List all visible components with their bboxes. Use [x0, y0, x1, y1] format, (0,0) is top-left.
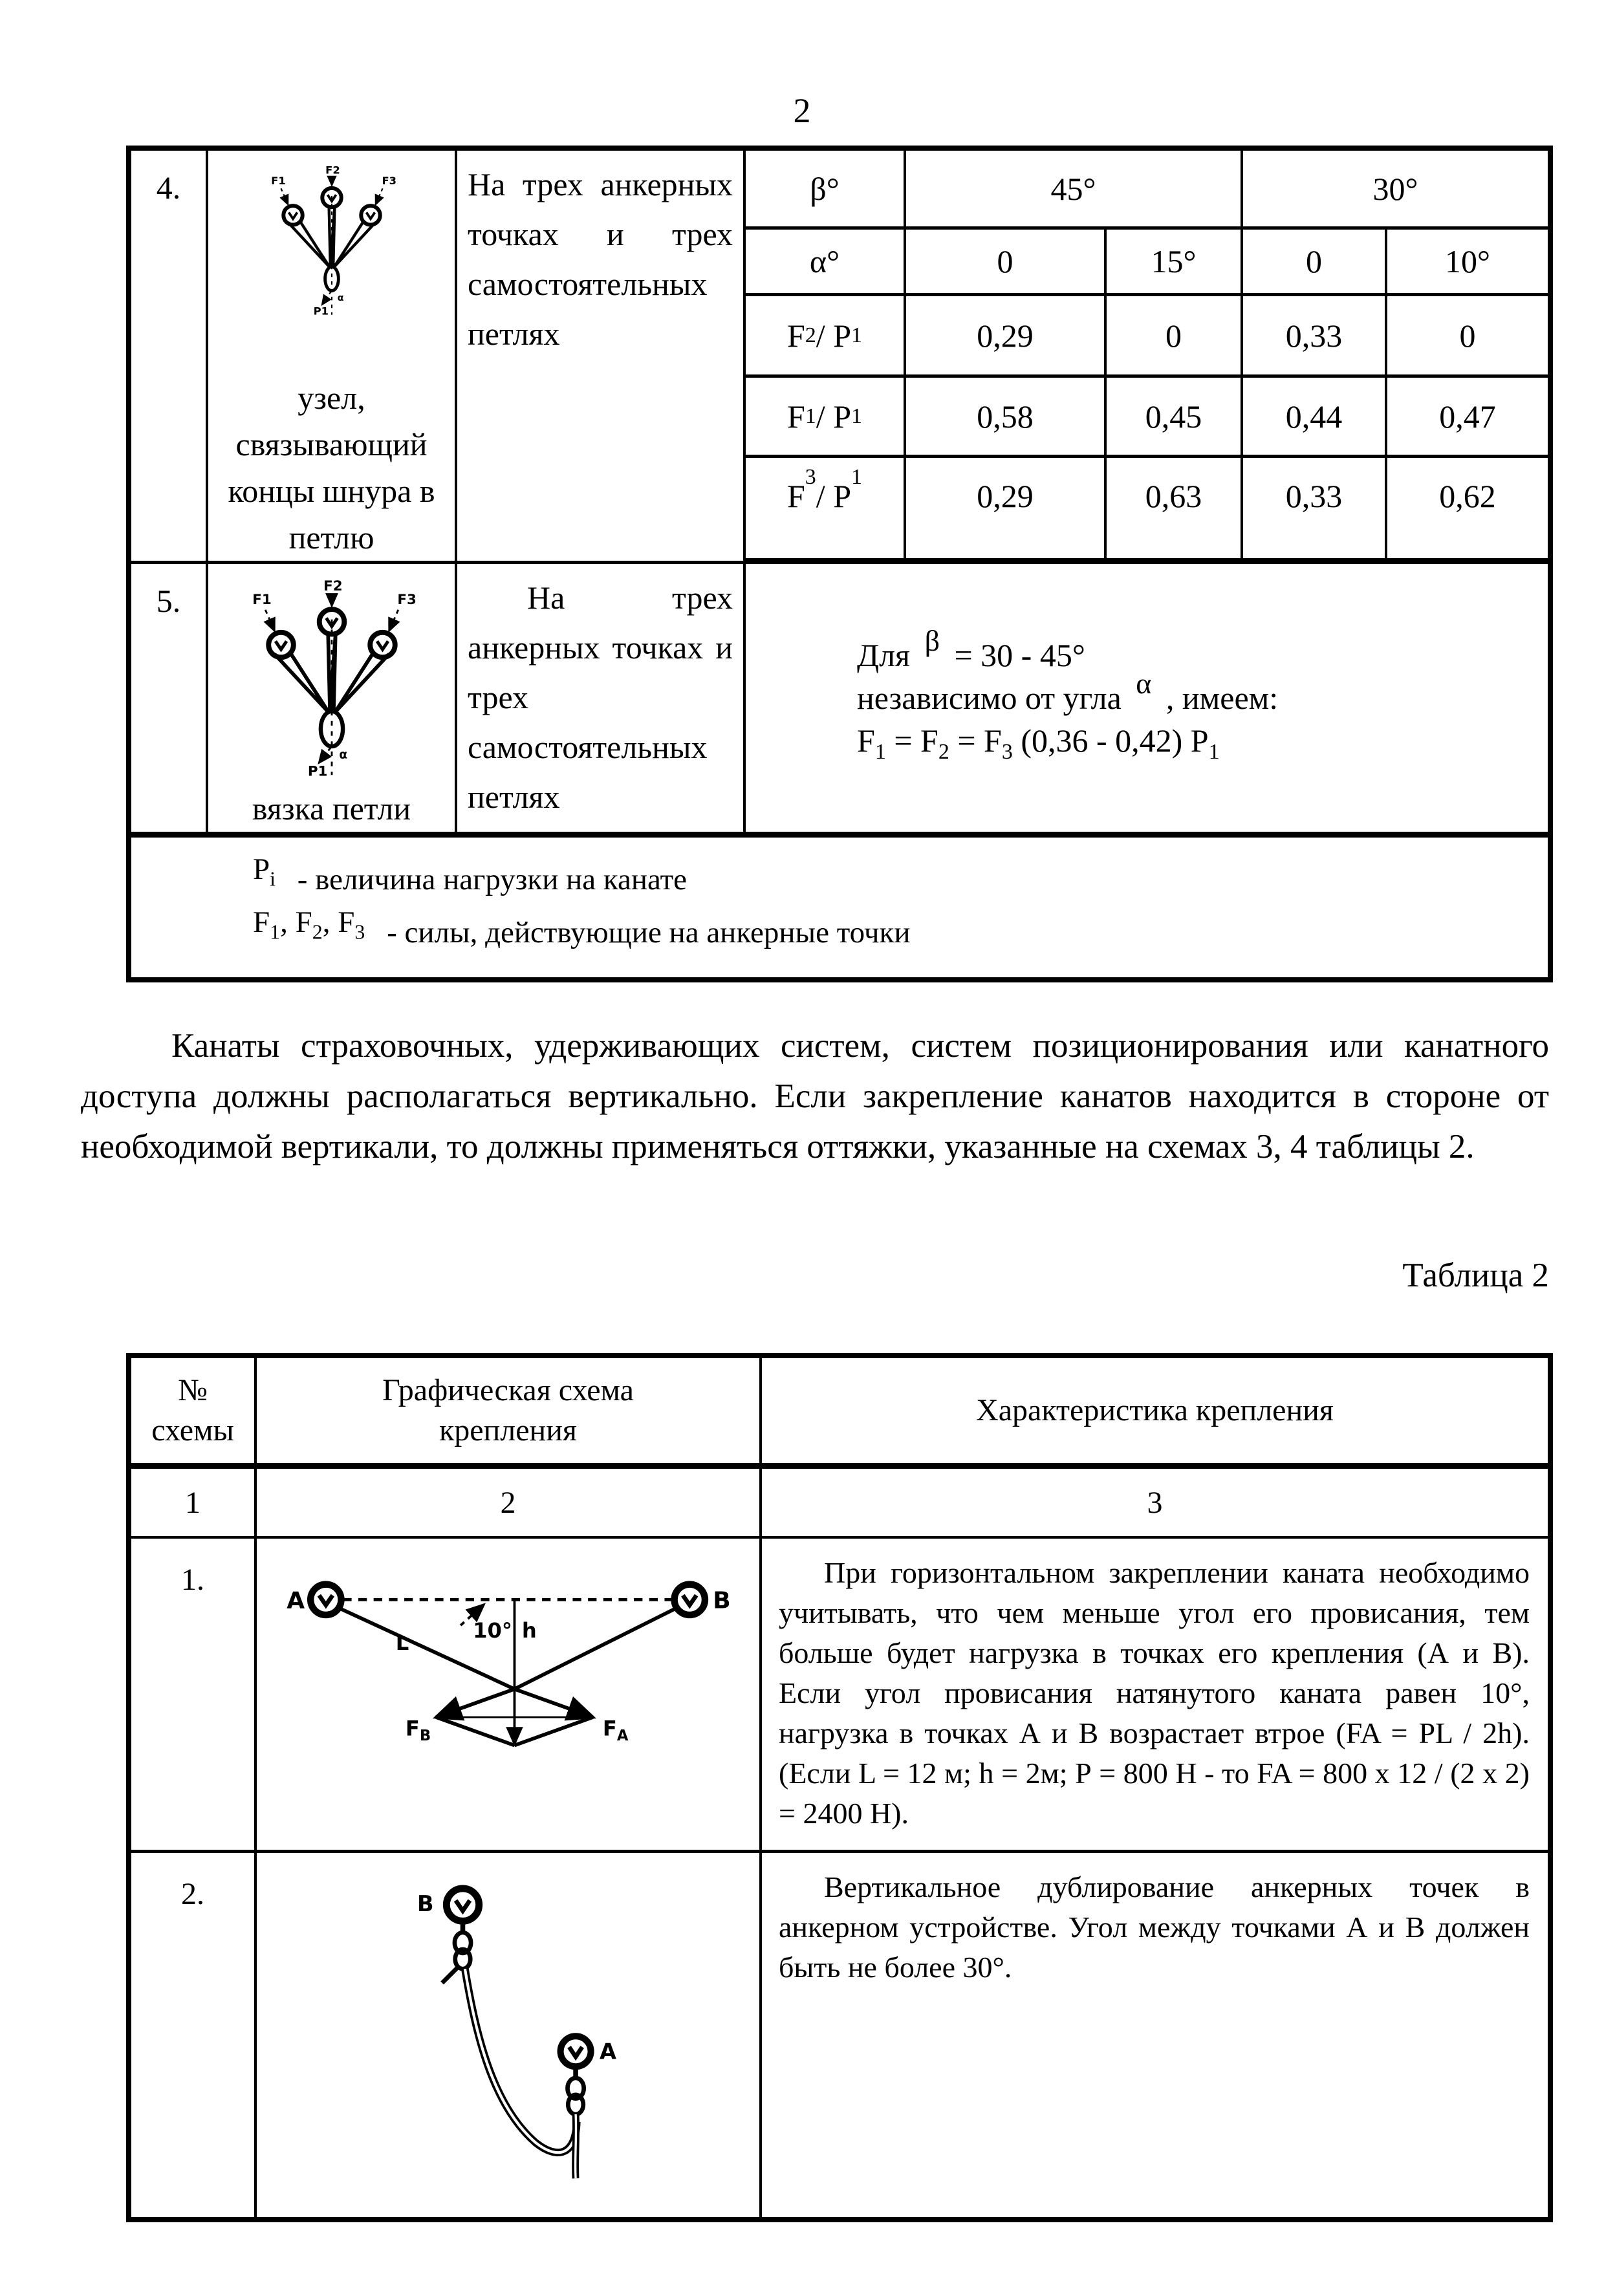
ratio-f1p1-v4: 0,47: [1387, 378, 1548, 458]
table2-title: Таблица 2: [1402, 1257, 1549, 1294]
ratio-f1p1-label: F 1 / P 1: [746, 378, 906, 458]
formula-line-3: $F_1 = F_2 = F_3$ (0,36 - 0,42) $P_1$: [857, 722, 1220, 764]
row1-text-cell: [762, 1539, 1548, 1853]
length-l-label: L: [395, 1630, 409, 1655]
f3-arrow: [389, 610, 398, 631]
tied-loop: [320, 711, 342, 746]
rope-attachment-table: [126, 1353, 1553, 2222]
rope-center: [329, 208, 334, 267]
symbol-f123-definition: - силы, действующие на анкерные точки: [387, 916, 911, 949]
knot-a: [567, 2078, 583, 2114]
point-a-label: A: [286, 1587, 305, 1614]
rope-left: [274, 651, 328, 712]
row2-characteristic-text: Вертикальное дублирование анкерных точек в анкерном устройстве. Угол между точками А и В должен быть не более 30°.: [779, 1870, 1530, 1984]
scheme-4-number-label: 4.: [156, 169, 181, 206]
body-paragraph: Канаты страховочных, удерживающих систем, систем позиционирования или канатного доступа должны располагаться вертикально. Если закрепление канатов находится в стороне от необходимой вертикали, то должны применяться оттяжки, указанные на схемах 3, 4 таблицы 2.: [81, 1027, 1549, 1165]
scheme-4-number: [131, 151, 208, 564]
symbol-pi-definition: - величина нагрузки на канате: [297, 863, 688, 896]
alpha-v3: 0: [1243, 230, 1387, 296]
footnote-p-definition: [253, 852, 688, 898]
anchor-ring-b: [446, 1889, 479, 1921]
header-graphic-scheme-line2: крепления: [439, 1413, 578, 1447]
alpha-v2: 15°: [1107, 230, 1243, 296]
force-f1-label: F1: [270, 174, 286, 187]
force-fb-label: $F_B$: [405, 1716, 431, 1745]
header-scheme-number-line1: №: [178, 1373, 208, 1407]
header-scheme-number-line2: схемы: [151, 1413, 234, 1447]
scheme-4-caption: узел, связывающий концы шнура в петлю: [228, 380, 435, 556]
header-graphic-scheme-line1: Графическая схема: [382, 1373, 634, 1407]
alpha-angle-label: α: [337, 292, 343, 303]
header-graphic-scheme: [257, 1358, 762, 1469]
rhombus-edge-left: [436, 1717, 514, 1746]
symbol-pi: $P_i$: [253, 852, 276, 891]
scheme-5-formula-cell: [746, 564, 1548, 838]
rope-left: [288, 220, 329, 266]
scheme-5-caption: вязка петли: [252, 790, 411, 827]
f1-arrow: [281, 188, 288, 204]
knot-loop: [325, 266, 338, 290]
scheme-4-diagram-cell: [208, 151, 457, 564]
ratio-f1p1-v2: 0,45: [1107, 378, 1243, 458]
three-anchor-knot-diagram: [225, 162, 439, 318]
force-fa-vector: [514, 1689, 592, 1718]
force-f2-label: F2: [325, 164, 340, 177]
force-f3-label: F3: [396, 592, 417, 609]
ratio-f3p1-v4: 0,62: [1387, 458, 1548, 564]
load-p1-label: P1: [313, 305, 329, 318]
scheme-5-diagram-cell: [208, 564, 457, 838]
point-a-label: A: [599, 2039, 616, 2064]
colnum-2: 2: [257, 1469, 762, 1539]
alpha-v4: 10°: [1387, 230, 1548, 296]
point-b-label: B: [712, 1587, 731, 1614]
force-f2-label: F2: [323, 578, 343, 594]
table1-footnote: [131, 838, 1548, 977]
header-characteristic-text: Характеристика крепления: [976, 1393, 1334, 1427]
scheme-4-description-cell: [457, 151, 746, 564]
row2-text-cell: [762, 1853, 1548, 2217]
alpha-v1: 0: [906, 230, 1107, 296]
ratio-f2p1-v4: 0: [1387, 296, 1548, 378]
page-number: 2: [793, 91, 811, 130]
ratio-f3p1-v2: 0,63: [1107, 458, 1243, 564]
point-b-label: B: [417, 1891, 434, 1917]
vertical-duplication-diagram: [356, 1871, 660, 2186]
ratio-f1p1-v3: 0,44: [1243, 378, 1387, 458]
horizontal-rope-diagram: [276, 1557, 741, 1753]
rope-center: [328, 634, 335, 712]
scheme-5-description: На трех анкерных точках и трех самостоятельных петлях: [468, 579, 733, 815]
rope-right: [334, 651, 388, 712]
rope-from-b: [514, 1608, 676, 1689]
row2-diagram-cell: [257, 1853, 762, 2217]
anchor-schemes-table-continuation: [126, 146, 1553, 982]
ratio-f2p1-v1: 0,29: [906, 296, 1107, 378]
p1-arrow: [321, 292, 331, 305]
force-f3-label: F3: [381, 174, 396, 187]
colnum-1: 1: [131, 1469, 257, 1539]
rope-tail-strand: [575, 2114, 576, 2178]
footnote-f-definition: [253, 905, 911, 951]
row2-number: 2.: [131, 1853, 257, 2217]
ratio-f3p1-label: F 3 / P 1: [746, 458, 906, 564]
colnum-3: 3: [762, 1469, 1548, 1539]
beta-45: 45°: [906, 151, 1243, 230]
ratio-f1p1-v1: 0,58: [906, 378, 1107, 458]
force-f1-label: F1: [252, 592, 272, 609]
alpha-header: α°: [746, 230, 906, 296]
f3-arrow: [375, 188, 382, 204]
beta-header: β°: [746, 151, 906, 230]
ratio-f2p1-v2: 0: [1107, 296, 1243, 378]
load-p1-label: P1: [307, 763, 327, 779]
force-fb-vector: [436, 1689, 514, 1718]
header-scheme-number: [131, 1358, 257, 1469]
formula-line-2: независимо от угла $^\alpha$ , имеем:: [857, 667, 1279, 716]
ratio-f3p1-v3: 0,33: [1243, 458, 1387, 564]
anchor-ring-a: [560, 2036, 591, 2066]
ratio-f2p1-v3: 0,33: [1243, 296, 1387, 378]
anchor-ring-b: [674, 1585, 704, 1615]
f1-arrow: [265, 610, 274, 631]
row1-diagram-cell: [257, 1539, 762, 1853]
header-characteristic: [762, 1358, 1548, 1469]
p1-arrow: [319, 747, 331, 763]
height-h-label: h: [521, 1618, 537, 1643]
symbol-f123: $F_1$, $F_2$, $F_3$: [253, 905, 365, 944]
formula-line-1: Для $^\beta$ = 30 - 45°: [857, 624, 1085, 673]
three-anchor-loop-diagram: [235, 576, 429, 779]
rhombus-edge-right: [514, 1717, 592, 1746]
sag-angle-label: 10°: [472, 1618, 512, 1643]
scheme-5-description-cell: [457, 564, 746, 838]
rope-right: [334, 220, 375, 266]
force-fa-label: $F_A$: [602, 1716, 628, 1745]
scheme-5-number-label: 5.: [156, 583, 181, 619]
anchor-ring-a: [310, 1585, 341, 1615]
row1-number: 1.: [131, 1539, 257, 1853]
ratio-f3p1-v1: 0,29: [906, 458, 1107, 564]
scheme-4-description: На трех анкерных точках и трех самостоятельных петлях: [468, 166, 733, 352]
beta-30: 30°: [1243, 151, 1548, 230]
ratio-f2p1-label: F 2 / P 1: [746, 296, 906, 378]
row1-characteristic-text: При горизонтальном закреплении каната необходимо учитывать, что чем меньше угол его провисания, тем больше будет нагрузка в точках его крепления (А и В). Если угол провисания натянутого каната равен 10°, нагрузка в точках А и В возрастает втрое (FA = PL / 2h). (Если L = 12 м; h = 2м; Р = 800 Н - то FA = 800 х 12 / (2 х 2) = 2400 Н).: [779, 1556, 1530, 1830]
scheme-5-number: [131, 564, 208, 838]
alpha-angle-label: α: [338, 748, 347, 762]
